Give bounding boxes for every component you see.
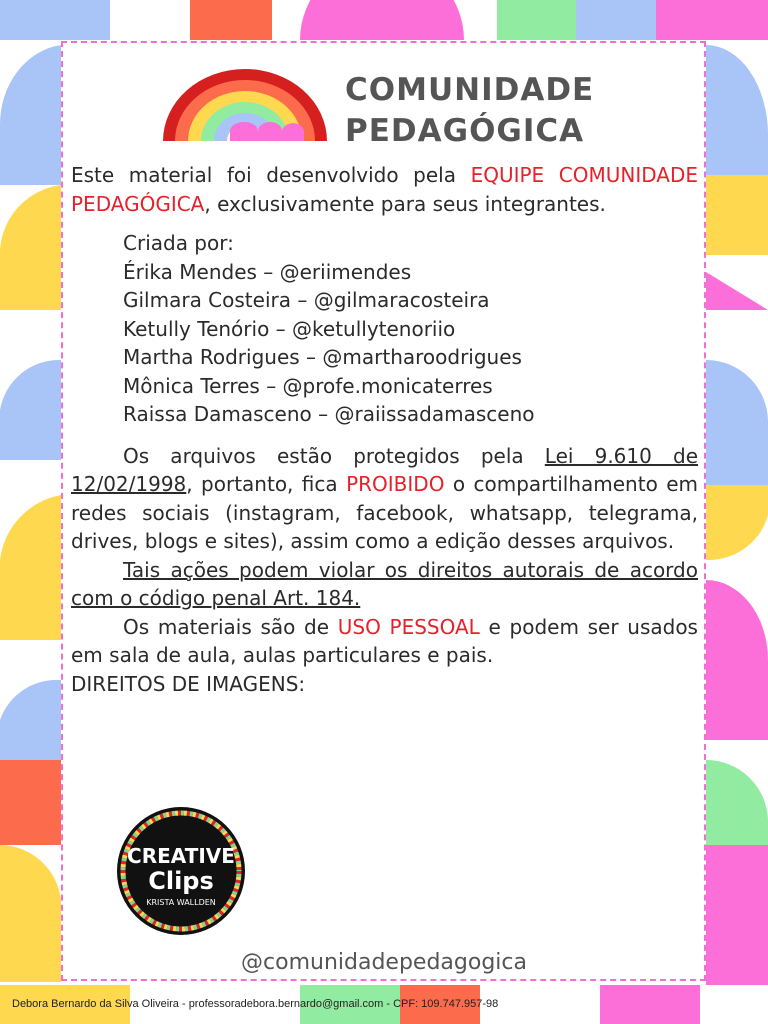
intro-text: Este material foi desenvolvido pela (71, 163, 471, 187)
credit-item: Érika Mendes – @eriimendes (123, 259, 412, 284)
creative-clips-logo (109, 805, 254, 937)
bg-shape (706, 175, 768, 255)
intro-paragraph (71, 161, 698, 218)
rainbow-logo (100, 63, 330, 143)
bg-shape (706, 485, 768, 560)
law-reference: Lei 9.610 de 12/02/1998 (71, 443, 699, 496)
bg-shape (706, 272, 768, 310)
credits-heading: Criada por: (123, 231, 234, 255)
bg-shape (0, 45, 61, 185)
bg-shape (0, 495, 61, 640)
bg-shape (0, 360, 61, 460)
bg-shape (706, 760, 768, 845)
usage-text-end: e podem ser usados em sala de aula, aulas particulares e pais. (71, 614, 698, 667)
credit-item: Raissa Damasceno – @raiissadamasceno (123, 402, 535, 426)
bg-shape (706, 360, 768, 485)
bg-shape (656, 0, 768, 40)
document-body (71, 161, 698, 698)
bg-shape (706, 580, 768, 740)
bg-shape (190, 0, 272, 40)
bg-shape (706, 45, 768, 175)
usage-paragraph (71, 613, 698, 670)
prohibited-label: PROIBIDO (346, 472, 445, 496)
image-rights-heading: DIREITOS DE IMAGENS: (71, 671, 306, 696)
credit-item: Martha Rodrigues – @martharoodrigues (123, 345, 522, 369)
credit-item: Mônica Terres – @profe.monicaterres (123, 373, 493, 398)
intro-text-end: , exclusivamente para seus integrantes. (204, 191, 606, 216)
protection-text-mid: , portanto, fica (186, 472, 347, 496)
bg-shape (0, 760, 61, 845)
protection-text: Os arquivos estão protegidos pela (123, 443, 545, 468)
warning-text: Tais ações podem violar os direitos autorais de acordo com o código penal Art. 184. (71, 557, 698, 610)
badge-line-1: CREATIVE (127, 844, 235, 868)
warning-paragraph (71, 556, 698, 613)
bg-shape (0, 185, 61, 310)
bg-shape (0, 680, 61, 760)
brand-line-1: COMUNIDADE (345, 72, 595, 108)
team-name: EQUIPE COMUNIDADE PEDAGÓGICA (71, 163, 698, 216)
protection-paragraph (71, 442, 698, 556)
credit-item: Gilmara Costeira – @gilmaracosteira (123, 288, 490, 312)
badge-line-2: Clips (148, 867, 214, 895)
badge-line-3: KRISTA WALLDEN (146, 898, 216, 907)
bg-shape (300, 0, 464, 40)
credits-list (123, 229, 698, 429)
credit-item: Ketully Tenório – @ketullytenoriio (123, 316, 456, 341)
bg-shape (576, 0, 656, 40)
bg-shape (600, 985, 700, 1024)
bg-shape (0, 0, 110, 40)
footer-credit: Debora Bernardo da Silva Oliveira - professoradebora.bernardo@gmail.com - CPF: 109.747.957-98 (12, 998, 499, 1010)
personal-use-label: USO PESSOAL (337, 614, 480, 639)
bg-shape (497, 0, 576, 40)
usage-text: Os materiais são de (123, 614, 338, 639)
protection-text-end: o compartilhamento em redes sociais (instagram, facebook, whatsapp, telegrama, drives, blogs e sites), assim como a edição desses arquivos. (71, 472, 698, 553)
brand-title (345, 70, 594, 152)
social-handle: @comunidadepedagogica (241, 950, 527, 975)
brand-line-2: PEDAGÓGICA (345, 113, 585, 149)
